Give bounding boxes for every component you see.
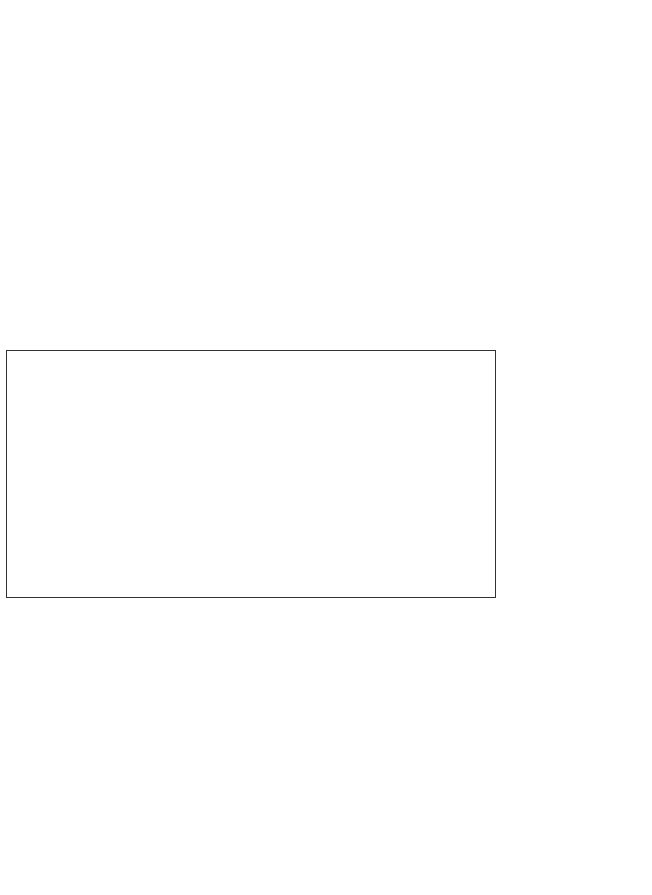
internal-bagua-box	[6, 350, 496, 598]
